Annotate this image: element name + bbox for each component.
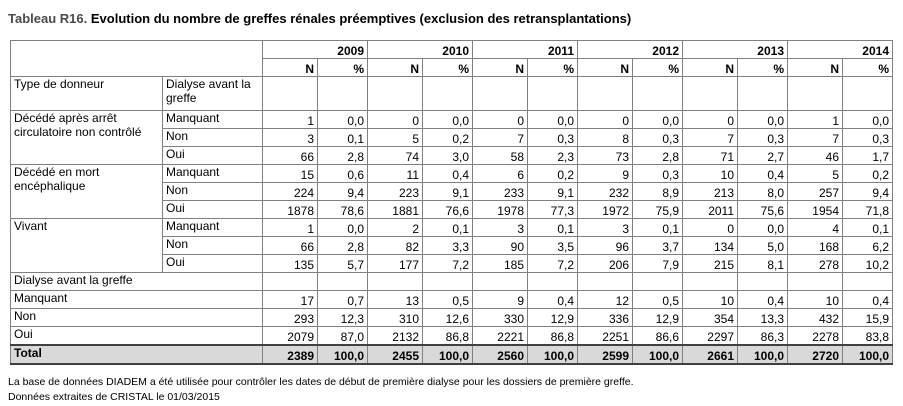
percent-cell: 71,8 bbox=[843, 201, 893, 219]
count-cell: 9 bbox=[578, 165, 633, 183]
count-cell: 66 bbox=[263, 237, 318, 255]
count-cell: 3 bbox=[473, 219, 528, 237]
col-header-n: N bbox=[578, 59, 633, 77]
percent-cell: 8,9 bbox=[633, 183, 683, 201]
percent-cell: 10,2 bbox=[843, 255, 893, 273]
percent-cell: 7,2 bbox=[528, 255, 578, 273]
count-cell: 74 bbox=[368, 147, 423, 165]
percent-cell: 87,0 bbox=[318, 327, 368, 346]
count-cell: 1878 bbox=[263, 201, 318, 219]
count-cell: 4 bbox=[788, 219, 843, 237]
percent-cell: 75,6 bbox=[738, 201, 788, 219]
percent-cell: 2,8 bbox=[633, 147, 683, 165]
percent-cell: 0,4 bbox=[738, 291, 788, 309]
total-count-cell: 2720 bbox=[788, 345, 843, 364]
table-row bbox=[11, 219, 893, 237]
count-cell: 213 bbox=[683, 183, 738, 201]
percent-cell: 8,1 bbox=[738, 255, 788, 273]
percent-cell: 0,0 bbox=[423, 111, 473, 129]
total-count-cell: 2661 bbox=[683, 345, 738, 364]
count-cell: 5 bbox=[788, 165, 843, 183]
percent-cell: 9,4 bbox=[843, 183, 893, 201]
count-cell: 1 bbox=[263, 219, 318, 237]
col-header-n: N bbox=[683, 59, 738, 77]
table-row bbox=[11, 309, 893, 327]
percent-cell: 78,6 bbox=[318, 201, 368, 219]
count-cell: 223 bbox=[368, 183, 423, 201]
donor-group-label: Décédé en mort encéphalique bbox=[11, 165, 163, 219]
count-cell: 206 bbox=[578, 255, 633, 273]
percent-cell: 0,4 bbox=[843, 291, 893, 309]
percent-cell: 0,2 bbox=[843, 165, 893, 183]
total-count-cell: 2599 bbox=[578, 345, 633, 364]
percent-cell: 6,2 bbox=[843, 237, 893, 255]
count-cell: 6 bbox=[473, 165, 528, 183]
count-cell: 257 bbox=[788, 183, 843, 201]
percent-cell: 15,9 bbox=[843, 309, 893, 327]
percent-cell: 0,0 bbox=[633, 111, 683, 129]
percent-cell: 0,1 bbox=[633, 219, 683, 237]
count-cell: 13 bbox=[368, 291, 423, 309]
total-percent-cell: 100,0 bbox=[318, 345, 368, 364]
year-header: 2014 bbox=[788, 41, 893, 59]
count-cell: 9 bbox=[473, 291, 528, 309]
percent-cell: 0,7 bbox=[318, 291, 368, 309]
count-cell: 2297 bbox=[683, 327, 738, 346]
percent-cell: 5,0 bbox=[738, 237, 788, 255]
year-header: 2010 bbox=[368, 41, 473, 59]
percent-cell: 0,0 bbox=[318, 111, 368, 129]
percent-cell: 0,0 bbox=[843, 111, 893, 129]
row-label: Non bbox=[163, 237, 263, 255]
empty-cell bbox=[423, 77, 473, 111]
donor-group-label: Vivant bbox=[11, 219, 163, 273]
donor-group-label: Décédé après arrêt circulatoire non contrôlé bbox=[11, 111, 163, 165]
count-cell: 1972 bbox=[578, 201, 633, 219]
percent-cell: 0,2 bbox=[423, 129, 473, 147]
count-cell: 2 bbox=[368, 219, 423, 237]
row-label: Non bbox=[11, 309, 263, 327]
col-header-n: N bbox=[788, 59, 843, 77]
count-cell: 7 bbox=[788, 129, 843, 147]
count-cell: 8 bbox=[578, 129, 633, 147]
count-cell: 10 bbox=[788, 291, 843, 309]
empty-cell bbox=[528, 77, 578, 111]
table-title-text: Evolution du nombre de greffes rénales préemptives (exclusion des retransplantations) bbox=[90, 11, 632, 26]
col-header-pct: % bbox=[318, 59, 368, 77]
count-cell: 0 bbox=[368, 111, 423, 129]
count-cell: 1 bbox=[788, 111, 843, 129]
percent-cell: 0,3 bbox=[633, 129, 683, 147]
col-header-pct: % bbox=[633, 59, 683, 77]
row-label: Manquant bbox=[163, 165, 263, 183]
row-label: Manquant bbox=[163, 219, 263, 237]
year-header: 2013 bbox=[683, 41, 788, 59]
empty-cell bbox=[788, 273, 843, 291]
percent-cell: 9,1 bbox=[528, 183, 578, 201]
percent-cell: 0,0 bbox=[318, 219, 368, 237]
count-cell: 134 bbox=[683, 237, 738, 255]
table-row bbox=[11, 111, 893, 129]
percent-cell: 0,5 bbox=[633, 291, 683, 309]
empty-cell bbox=[578, 273, 633, 291]
percent-cell: 0,4 bbox=[528, 291, 578, 309]
col-header-n: N bbox=[263, 59, 318, 77]
count-cell: 2251 bbox=[578, 327, 633, 346]
col-header-n: N bbox=[473, 59, 528, 77]
percent-cell: 3,7 bbox=[633, 237, 683, 255]
count-cell: 82 bbox=[368, 237, 423, 255]
total-count-cell: 2389 bbox=[263, 345, 318, 364]
percent-cell: 2,8 bbox=[318, 237, 368, 255]
col-header-pct: % bbox=[423, 59, 473, 77]
percent-cell: 0,2 bbox=[528, 165, 578, 183]
percent-cell: 1,7 bbox=[843, 147, 893, 165]
percent-cell: 86,6 bbox=[633, 327, 683, 346]
total-percent-cell: 100,0 bbox=[738, 345, 788, 364]
footer-note: La base de données DIADEM a été utilisée pour contrôler les dates de début de première dialyse pour les dossiers de première greffe. bbox=[8, 376, 634, 388]
percent-cell: 0,1 bbox=[528, 219, 578, 237]
empty-cell bbox=[738, 77, 788, 111]
year-header: 2009 bbox=[263, 41, 368, 59]
percent-cell: 0,0 bbox=[738, 219, 788, 237]
percent-cell: 2,3 bbox=[528, 147, 578, 165]
count-cell: 73 bbox=[578, 147, 633, 165]
empty-cell bbox=[423, 273, 473, 291]
percent-cell: 3,5 bbox=[528, 237, 578, 255]
count-cell: 224 bbox=[263, 183, 318, 201]
percent-cell: 7,9 bbox=[633, 255, 683, 273]
row-label: Non bbox=[163, 183, 263, 201]
dialysis-before-header: Dialyse avant la greffe bbox=[163, 77, 263, 111]
percent-cell: 0,4 bbox=[738, 165, 788, 183]
percent-cell: 0,3 bbox=[633, 165, 683, 183]
count-cell: 185 bbox=[473, 255, 528, 273]
table-number: Tableau R16. bbox=[8, 11, 88, 26]
count-cell: 10 bbox=[683, 165, 738, 183]
percent-cell: 83,8 bbox=[843, 327, 893, 346]
total-count-cell: 2455 bbox=[368, 345, 423, 364]
percent-cell: 0,0 bbox=[738, 111, 788, 129]
count-cell: 215 bbox=[683, 255, 738, 273]
percent-cell: 86,8 bbox=[423, 327, 473, 346]
count-cell: 232 bbox=[578, 183, 633, 201]
table-title bbox=[8, 11, 631, 26]
row-label: Oui bbox=[11, 327, 263, 346]
total-percent-cell: 100,0 bbox=[843, 345, 893, 364]
row-label: Manquant bbox=[163, 111, 263, 129]
table-row bbox=[11, 165, 893, 183]
empty-cell bbox=[843, 273, 893, 291]
row-label: Oui bbox=[163, 201, 263, 219]
count-cell: 71 bbox=[683, 147, 738, 165]
percent-cell: 5,7 bbox=[318, 255, 368, 273]
empty-cell bbox=[473, 77, 528, 111]
percent-cell: 86,8 bbox=[528, 327, 578, 346]
total-label: Total bbox=[11, 345, 263, 364]
count-cell: 3 bbox=[263, 129, 318, 147]
percent-cell: 3,3 bbox=[423, 237, 473, 255]
percent-cell: 8,0 bbox=[738, 183, 788, 201]
percent-cell: 12,6 bbox=[423, 309, 473, 327]
percent-cell: 7,2 bbox=[423, 255, 473, 273]
percent-cell: 0,3 bbox=[738, 129, 788, 147]
empty-cell bbox=[263, 273, 318, 291]
count-cell: 7 bbox=[683, 129, 738, 147]
col-header-pct: % bbox=[528, 59, 578, 77]
count-cell: 5 bbox=[368, 129, 423, 147]
empty-cell bbox=[263, 77, 318, 111]
count-cell: 1881 bbox=[368, 201, 423, 219]
count-cell: 2079 bbox=[263, 327, 318, 346]
total-percent-cell: 100,0 bbox=[528, 345, 578, 364]
col-header-n: N bbox=[368, 59, 423, 77]
count-cell: 278 bbox=[788, 255, 843, 273]
empty-cell bbox=[683, 273, 738, 291]
empty-cell bbox=[788, 77, 843, 111]
total-percent-cell: 100,0 bbox=[633, 345, 683, 364]
count-cell: 66 bbox=[263, 147, 318, 165]
percent-cell: 0,1 bbox=[318, 129, 368, 147]
empty-cell bbox=[473, 273, 528, 291]
count-cell: 2221 bbox=[473, 327, 528, 346]
count-cell: 0 bbox=[578, 111, 633, 129]
empty-cell bbox=[633, 273, 683, 291]
percent-cell: 13,3 bbox=[738, 309, 788, 327]
count-cell: 336 bbox=[578, 309, 633, 327]
percent-cell: 0,0 bbox=[528, 111, 578, 129]
empty-cell bbox=[578, 77, 633, 111]
count-cell: 135 bbox=[263, 255, 318, 273]
empty-cell bbox=[683, 77, 738, 111]
total-count-cell: 2560 bbox=[473, 345, 528, 364]
count-cell: 233 bbox=[473, 183, 528, 201]
table-row bbox=[11, 327, 893, 346]
dialysis-section-header: Dialyse avant la greffe bbox=[11, 273, 263, 291]
count-cell: 0 bbox=[683, 111, 738, 129]
percent-cell: 0,1 bbox=[423, 219, 473, 237]
empty-cell bbox=[318, 273, 368, 291]
count-cell: 90 bbox=[473, 237, 528, 255]
percent-cell: 77,3 bbox=[528, 201, 578, 219]
data-table bbox=[10, 40, 893, 365]
percent-cell: 12,9 bbox=[633, 309, 683, 327]
year-header: 2011 bbox=[473, 41, 578, 59]
percent-cell: 12,3 bbox=[318, 309, 368, 327]
percent-cell: 9,1 bbox=[423, 183, 473, 201]
count-cell: 7 bbox=[473, 129, 528, 147]
count-cell: 11 bbox=[368, 165, 423, 183]
count-cell: 177 bbox=[368, 255, 423, 273]
empty-cell bbox=[528, 273, 578, 291]
count-cell: 1954 bbox=[788, 201, 843, 219]
percent-cell: 9,4 bbox=[318, 183, 368, 201]
total-percent-cell: 100,0 bbox=[423, 345, 473, 364]
count-cell: 10 bbox=[683, 291, 738, 309]
percent-cell: 86,3 bbox=[738, 327, 788, 346]
count-cell: 3 bbox=[578, 219, 633, 237]
empty-cell bbox=[368, 273, 423, 291]
count-cell: 46 bbox=[788, 147, 843, 165]
total-row bbox=[11, 345, 893, 364]
count-cell: 17 bbox=[263, 291, 318, 309]
corner-cell bbox=[11, 41, 263, 77]
col-header-pct: % bbox=[738, 59, 788, 77]
count-cell: 1978 bbox=[473, 201, 528, 219]
row-label: Oui bbox=[163, 147, 263, 165]
count-cell: 96 bbox=[578, 237, 633, 255]
count-cell: 0 bbox=[683, 219, 738, 237]
count-cell: 310 bbox=[368, 309, 423, 327]
row-label: Oui bbox=[163, 255, 263, 273]
count-cell: 168 bbox=[788, 237, 843, 255]
donor-type-header: Type de donneur bbox=[11, 77, 163, 111]
count-cell: 2132 bbox=[368, 327, 423, 346]
count-cell: 354 bbox=[683, 309, 738, 327]
count-cell: 293 bbox=[263, 309, 318, 327]
percent-cell: 3,0 bbox=[423, 147, 473, 165]
dialysis-section-row bbox=[11, 273, 893, 291]
empty-cell bbox=[843, 77, 893, 111]
empty-cell bbox=[368, 77, 423, 111]
percent-cell: 75,9 bbox=[633, 201, 683, 219]
count-cell: 330 bbox=[473, 309, 528, 327]
percent-cell: 0,3 bbox=[843, 129, 893, 147]
empty-cell bbox=[738, 273, 788, 291]
year-header: 2012 bbox=[578, 41, 683, 59]
count-cell: 15 bbox=[263, 165, 318, 183]
percent-cell: 2,7 bbox=[738, 147, 788, 165]
count-cell: 0 bbox=[473, 111, 528, 129]
percent-cell: 76,6 bbox=[423, 201, 473, 219]
count-cell: 2011 bbox=[683, 201, 738, 219]
table-row bbox=[11, 291, 893, 309]
count-cell: 58 bbox=[473, 147, 528, 165]
percent-cell: 0,5 bbox=[423, 291, 473, 309]
count-cell: 12 bbox=[578, 291, 633, 309]
percent-cell: 0,3 bbox=[528, 129, 578, 147]
count-cell: 2278 bbox=[788, 327, 843, 346]
col-header-pct: % bbox=[843, 59, 893, 77]
row-label: Manquant bbox=[11, 291, 263, 309]
count-cell: 432 bbox=[788, 309, 843, 327]
percent-cell: 12,9 bbox=[528, 309, 578, 327]
year-header-row bbox=[11, 41, 893, 59]
empty-cell bbox=[633, 77, 683, 111]
empty-cell bbox=[318, 77, 368, 111]
percent-cell: 0,6 bbox=[318, 165, 368, 183]
row-label: Non bbox=[163, 129, 263, 147]
percent-cell: 2,8 bbox=[318, 147, 368, 165]
count-cell: 1 bbox=[263, 111, 318, 129]
donor-header-row bbox=[11, 77, 893, 111]
percent-cell: 0,1 bbox=[843, 219, 893, 237]
percent-cell: 0,4 bbox=[423, 165, 473, 183]
footer-source: Données extraites de CRISTAL le 01/03/2015 bbox=[8, 391, 220, 403]
